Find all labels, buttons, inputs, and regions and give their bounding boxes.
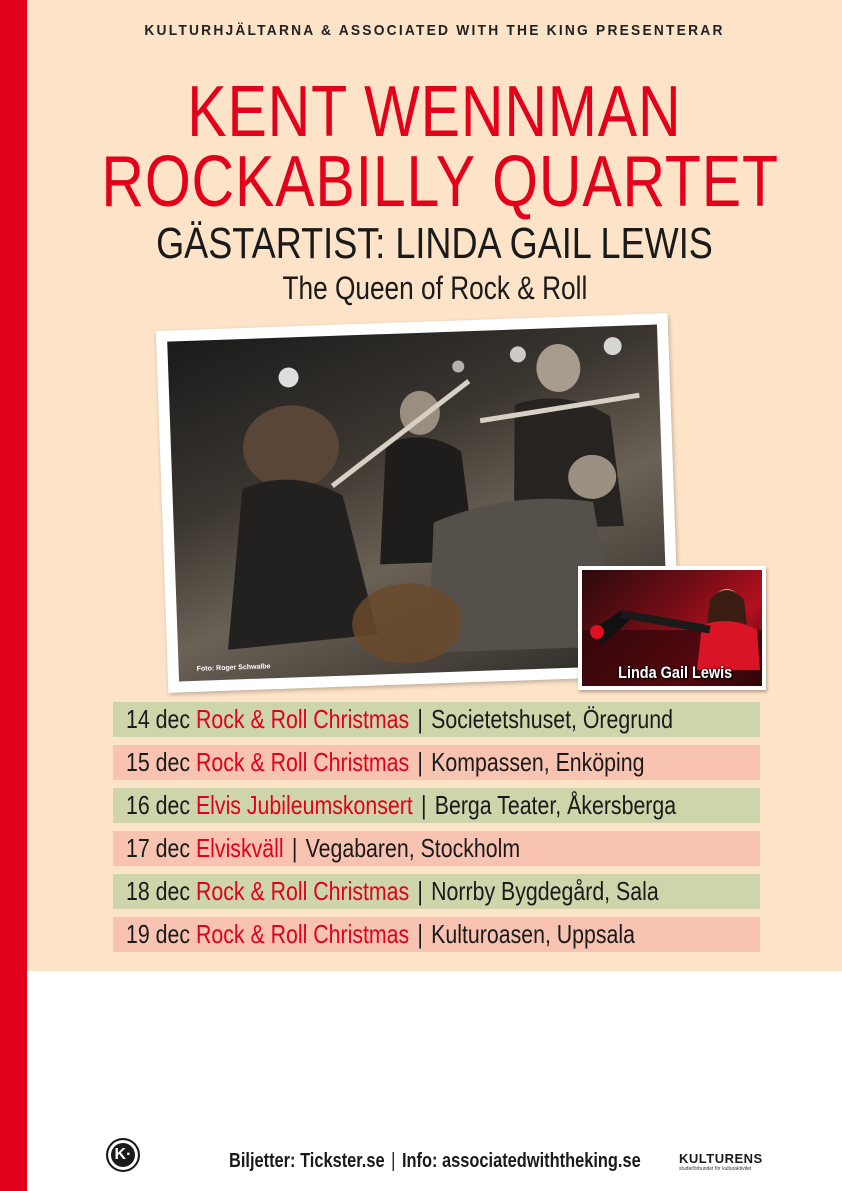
tour-event: Rock & Roll Christmas	[195, 876, 410, 906]
guest-artist-text: GÄSTARTIST: LINDA GAIL LEWIS	[156, 219, 713, 268]
tour-separator: |	[291, 833, 298, 863]
headline-line-2-text: ROCKABILLY QUARTET	[101, 142, 779, 222]
tickets-link[interactable]: Biljetter: Tickster.se	[229, 1150, 385, 1172]
guest-photo	[578, 566, 766, 690]
tour-venue: Norrby Bygdegård, Sala	[431, 876, 659, 906]
kulturhjaltarna-logo	[106, 1138, 140, 1172]
tour-separator: |	[420, 790, 427, 820]
tour-event: Rock & Roll Christmas	[195, 704, 410, 734]
guest-photo-image	[582, 570, 762, 686]
footer-info	[229, 1150, 731, 1173]
headline-line-1-text: KENT WENNMAN	[187, 72, 682, 152]
presenter-line: KULTURHJÄLTARNA & ASSOCIATED WITH THE KING PRESENTERAR	[144, 22, 725, 39]
tour-event: Elviskväll	[195, 833, 284, 863]
tour-venue: Societetshuset, Öregrund	[431, 704, 673, 734]
tour-venue: Vegabaren, Stockholm	[305, 833, 521, 863]
tour-separator: |	[417, 876, 423, 906]
tour-date-row	[113, 788, 760, 823]
tour-venue: Kulturoasen, Uppsala	[431, 919, 636, 949]
tour-separator: |	[417, 919, 423, 949]
tour-dates-list	[113, 702, 760, 960]
tour-date: 17 dec	[126, 833, 191, 863]
tour-separator: |	[417, 747, 423, 777]
tour-date-row	[113, 831, 760, 866]
tour-date: 18 dec	[126, 876, 191, 906]
tour-date-row	[113, 702, 760, 737]
guest-artist	[27, 221, 842, 267]
tour-event: Rock & Roll Christmas	[195, 919, 410, 949]
tour-event: Rock & Roll Christmas	[195, 747, 410, 777]
headline-line-2	[27, 142, 842, 222]
tour-separator: |	[417, 704, 423, 734]
tour-date-row	[113, 874, 760, 909]
tour-date-row	[113, 917, 760, 952]
tour-date: 19 dec	[126, 919, 191, 949]
info-link[interactable]: Info: associatedwiththeking.se	[401, 1150, 641, 1172]
tour-venue: Berga Teater, Åkersberga	[434, 790, 677, 820]
photo-credit: Foto: Roger Schwalbe	[196, 663, 271, 673]
subtitle-text: The Queen of Rock & Roll	[282, 270, 587, 306]
tour-date: 16 dec	[126, 790, 191, 820]
kulturens-logo: KULTURENS	[679, 1151, 763, 1166]
kulturens-tagline: studieförbundet för kulturaktivitet	[679, 1166, 752, 1172]
left-red-bar	[0, 0, 27, 1191]
tour-date: 15 dec	[126, 747, 191, 777]
headline-line-1	[27, 72, 842, 152]
tour-event: Elvis Jubileumskonsert	[195, 790, 413, 820]
footer-separator: |	[391, 1150, 396, 1172]
tour-date-row	[113, 745, 760, 780]
guest-photo-caption: Linda Gail Lewis	[617, 663, 732, 682]
tour-date: 14 dec	[126, 704, 191, 734]
logo-letter: K·	[114, 1146, 132, 1163]
tour-venue: Kompassen, Enköping	[431, 747, 645, 777]
subtitle	[27, 270, 842, 306]
